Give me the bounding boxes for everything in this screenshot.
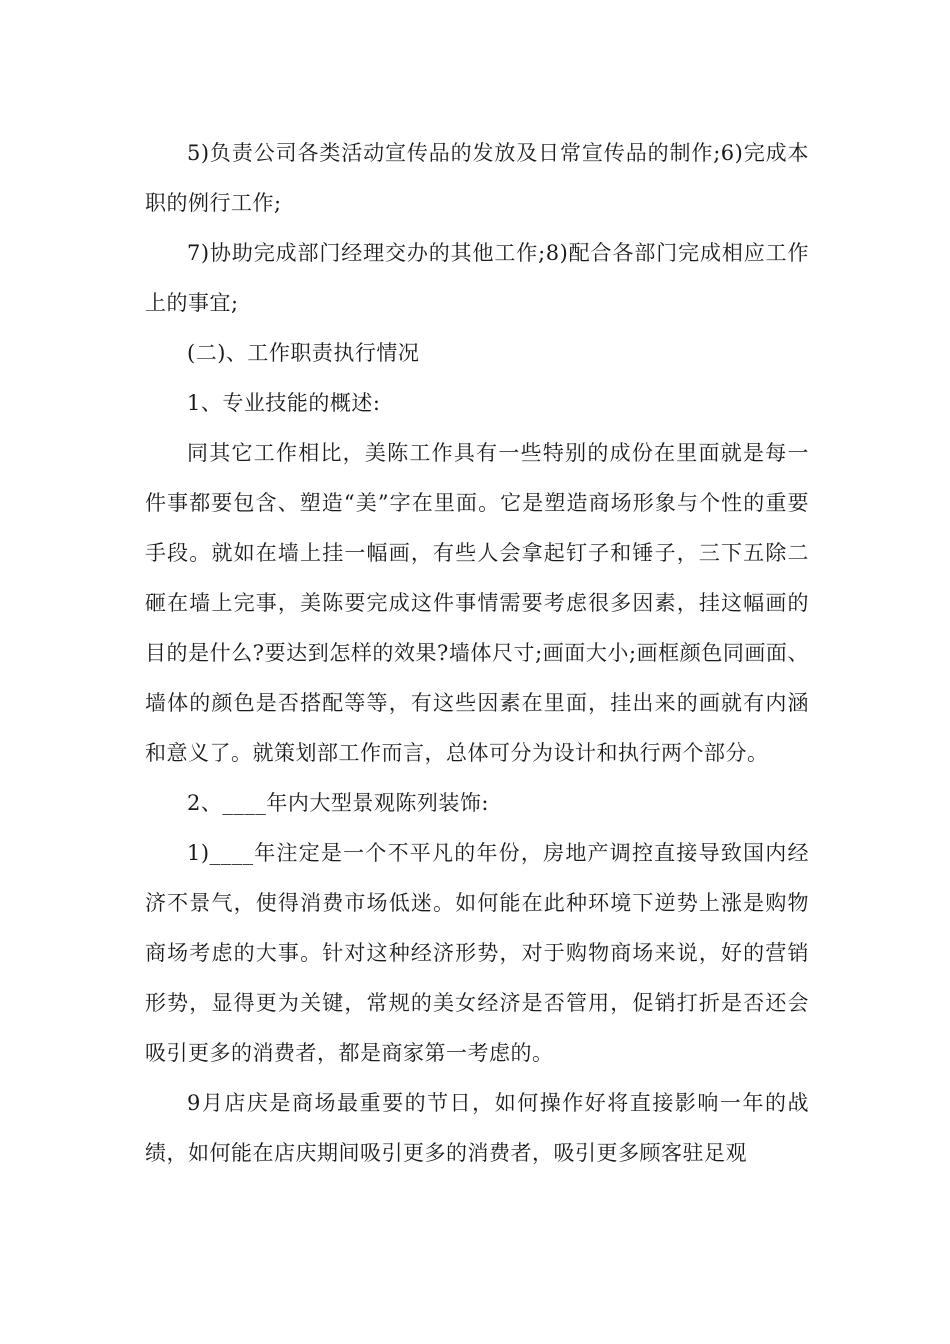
paragraph-anniversary: 9月店庆是商场最重要的节日，如何操作好将直接影响一年的战绩，如何能在店庆期间吸引更多的消费者，吸引更多顾客驻足观 [145, 1091, 809, 1165]
subheading-landscape-decoration: 2、____年内大型景观陈列装饰: [187, 791, 489, 815]
paragraph-economic-situation: 1)____年注定是一个不平凡的年份，房地产调控直接导致国内经济不景气，使得消费市场低迷。如何能在此种环境下逆势上涨是购物商场考虑的大事。针对这种经济形势，对于购物商场来说，好的营销形势，显得更为关键，常规的美女经济是否管用，促销打折是否还会吸引更多的消费者，都是商家第一考虑的。 [145, 841, 809, 1065]
section-heading-duty-execution: (二)、工作职责执行情况 [187, 341, 420, 365]
paragraph-duties-7-8: 7)协助完成部门经理交办的其他工作;8)配合各部门完成相应工作上的事宜; [145, 241, 809, 315]
paragraph-skills-overview: 同其它工作相比，美陈工作具有一些特别的成份在里面就是每一件事都要包含、塑造“美”字在里面。它是塑造商场形象与个性的重要手段。就如在墙上挂一幅画，有些人会拿起钉子和锤子，三下五除二砸在墙上完事，美陈要完成这件事情需要考虑很多因素，挂这幅画的目的是什么?要达到怎样的效果?墙体尺寸;画面大小;画框颜色同画面、墙体的颜色是否搭配等等，有这些因素在里面，挂出来的画就有内涵和意义了。就策划部工作而言，总体可分为设计和执行两个部分。 [145, 441, 809, 765]
document-body [145, 128, 809, 1178]
paragraph-duties-5-6: 5)负责公司各类活动宣传品的发放及日常宣传品的制作;6)完成本职的例行工作; [145, 141, 809, 215]
subheading-professional-skills: 1、专业技能的概述: [187, 391, 381, 415]
